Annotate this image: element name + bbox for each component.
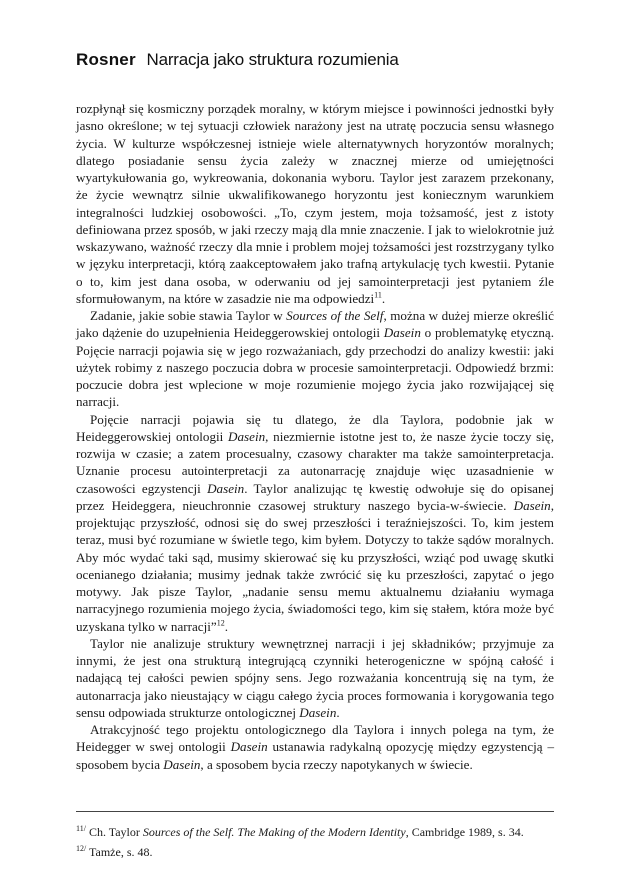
text-run: . (224, 618, 228, 634)
header-title: Narracja jako struktura rozumienia (146, 50, 399, 69)
text-run: Tamże, s. 48. (86, 845, 153, 859)
text-run: Zadanie, jakie sobie stawia Taylor w (90, 308, 287, 323)
paragraph (76, 721, 554, 773)
italic-text: Dasein (383, 325, 421, 341)
text-run: , można w dużej mierze określić jako dążenie do uzupełnienia Heideggerowskiej ontologii (76, 308, 554, 341)
italic-text: Sources of the Self. The Making of the Modern Identity (142, 825, 406, 839)
footnote-mark: 12/ (76, 844, 87, 853)
text-run: Taylor nie analizuje struktury wewnętrznej narracji i jej składników; przyjmuje za innymi, że jest ona strukturą integrującą czynniki heterogeniczne w spójną całość i nadającą tej całości pewien spójny sens. Jego rozważania koncentrują się na tym, że autonarracja jako nieustający w ciągu całego życia proces formowania i korygowania tego sensu odpowiada strukturze ontologicznej (76, 635, 554, 720)
footnote-reference: 12 (216, 618, 225, 628)
text-run: ustanawia radykalną opozycję między egzystencją – sposobem bycia (76, 739, 554, 772)
running-header (76, 50, 399, 70)
paragraph (76, 100, 554, 307)
body-text (76, 100, 554, 773)
footnote-rule (76, 811, 554, 812)
header-author: Rosner (76, 50, 136, 69)
footnote-reference: 11 (374, 290, 382, 300)
text-run: , niezmiernie istotne jest to, że nasze życie toczy się, rozwija w czasie; a zatem procesualny, czasowy charakter ma także samointerpretacja. Uznanie procesu autointerpretacji za autonarrację znajduje więc uzasadnienie w czasowości egzystencji (76, 428, 554, 496)
paragraph (76, 411, 554, 635)
italic-text: Dasein (207, 480, 245, 496)
footnote (76, 822, 554, 842)
text-run: rozpłynął się kosmiczny porządek moralny, w którym miejsce i powinności jednostki były jasno określone; w tej sytuacji człowiek narażony jest na utratę poczucia sensu własnego życia. W kulturze współczesnej istnieje wiele alternatywnych horyzontów moralnych; dlatego posiadanie sensu życia zależy w znacznej mierze od umiejętności wyartykułowania go, wykreowania, dokonania wyboru. Taylor jest zarazem przekonany, że życie wewnątrz silnie ukwalifikowanego horyzontu jest koniecznym warunkiem integralności ludzkiej osobowości. „To, czym jestem, moja tożsamość, jest z istoty definiowana przez sposób, w jaki rzeczy mają dla mnie znaczenie. I jak to wielokrotnie już wskazywano, ważność rzeczy dla mnie i problem mojej tożsamości jest rozstrzygany tylko w języku interpretacji, którą zaakceptowałem jako trafną artykulację tych kwestii. Pytanie o to, kim jest dana osoba, w oderwaniu od jej samointerpretacji jest pytaniem źle sformułowanym, na które w zasadzie nie ma odpowiedzi (76, 101, 554, 306)
paragraph (76, 307, 554, 411)
text-run: . (336, 704, 340, 720)
text-run: , Cambridge 1989, s. 34. (405, 825, 524, 839)
italic-text: Dasein (163, 756, 201, 772)
text-run: o problematykę etyczną. Pojęcie narracji pojawia się w jego rozważaniach, gdy przechodzi do analizy kwestii: jaki użytek robimy z naszego poczucia dobra w procesie samointerpretacji. Odpowiedź brzmi: poczucie dobra jest wplecione w moje rozumienie mojego życia jako rozwijającej się narracji. (76, 325, 555, 410)
text-run: . Taylor analizując tę kwestię odwołuje się do opisanej przez Heideggera, nieuchronnie czasowej struktury naszego bycia-w-świecie. (76, 480, 554, 513)
italic-text: Dasein (228, 428, 266, 444)
italic-text: Dasein (513, 497, 551, 513)
footnote-mark: 11/ (76, 824, 86, 833)
text-run: Pojęcie narracji pojawia się tu dlatego, że dla Taylora, podobnie jak w Heideggerowskiej ontologii (76, 411, 554, 444)
footnote (76, 842, 554, 862)
text-run: Ch. Taylor (85, 825, 143, 839)
italic-text: Dasein (299, 704, 337, 720)
footnotes (76, 822, 554, 862)
text-run: , projektując przyszłość, odnosi się do swej przeszłości i teraźniejszości. To, kim jestem teraz, musi być rozumiane w świetle tego, kim byłem. Dotyczy to także sądów moralnych. Aby móc wydać taki sąd, musimy skierować się ku przyszłości, wziąć pod uwagę skutki ocenianego działania; musimy jednak także zwrócić się ku przeszłości, zapytać o jego motywy. Jak pisze Taylor, „nadanie sensu memu aktualnemu działaniu wymaga narracyjnego rozumienia mojego życia, świadomości tego, kim się stałem, która może być uzyskana tylko w narracji” (76, 497, 554, 634)
text-run: Atrakcyjność tego projektu ontologicznego dla Taylora i innych polega na tym, że Heidegger w swej ontologii (76, 722, 554, 755)
paragraph (76, 635, 554, 721)
text-run: , a sposobem bycia rzeczy napotykanych w świecie. (200, 756, 473, 772)
italic-text: Sources of the Self (286, 308, 384, 323)
text-run: . (381, 290, 386, 306)
italic-text: Dasein (230, 739, 268, 755)
